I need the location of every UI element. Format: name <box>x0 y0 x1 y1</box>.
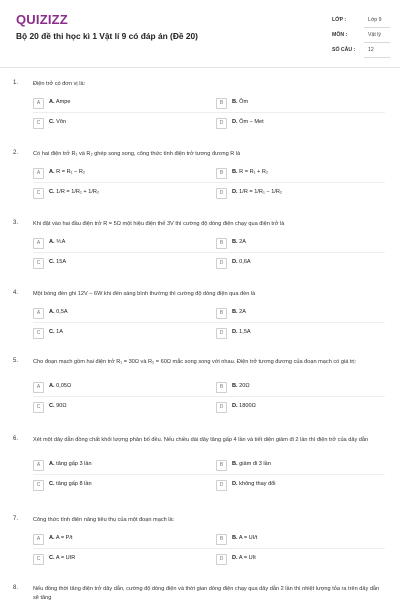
option-answer: 90Ω <box>56 403 67 409</box>
option-c[interactable] <box>33 118 205 129</box>
option-prefix: B. <box>232 309 238 315</box>
option-prefix: C. <box>49 189 55 195</box>
option-d[interactable] <box>216 402 388 413</box>
option-prefix: B. <box>232 535 238 541</box>
option-prefix: C. <box>49 119 55 125</box>
option-letter-box[interactable]: D <box>216 258 227 269</box>
option-letter-box[interactable]: C <box>33 328 44 339</box>
option-letter-box[interactable]: C <box>33 188 44 199</box>
option-letter-box[interactable]: A <box>33 534 44 545</box>
option-answer: A = P/t <box>55 535 73 541</box>
option-answer: tăng gấp 3 lần <box>56 461 92 467</box>
option-letter-box[interactable]: B <box>216 382 227 393</box>
option-b[interactable] <box>216 168 388 179</box>
option-prefix: A. <box>49 239 55 245</box>
option-letter-box[interactable]: D <box>216 188 227 199</box>
option-b[interactable] <box>216 534 388 545</box>
option-d[interactable] <box>216 480 388 491</box>
option-answer: không thay đổi <box>239 481 276 487</box>
header-divider <box>0 67 400 68</box>
option-letter-box[interactable]: A <box>33 238 44 249</box>
option-a[interactable] <box>33 460 205 471</box>
option-prefix: D. <box>232 259 238 265</box>
option-answer: 1/R = 1/R₁ − 1/R₂ <box>239 189 283 195</box>
option-answer: Ôm <box>239 99 249 105</box>
option-prefix: C. <box>49 481 55 487</box>
option-prefix: D. <box>232 189 238 195</box>
option-text <box>49 383 71 389</box>
option-text <box>49 119 66 125</box>
option-a[interactable] <box>33 98 205 109</box>
option-letter-box[interactable]: C <box>33 402 44 413</box>
meta-subject-value: Vật lý <box>368 32 381 38</box>
option-text <box>49 259 66 265</box>
option-a[interactable] <box>33 168 205 179</box>
option-letter-box[interactable]: A <box>33 382 44 393</box>
meta-count-value: 12 <box>368 47 374 53</box>
option-letter-box[interactable]: B <box>216 238 227 249</box>
option-text <box>232 535 257 541</box>
question-text: Điện trở có đơn vị là: <box>33 81 86 87</box>
option-text <box>232 329 251 335</box>
option-letter-box[interactable]: A <box>33 98 44 109</box>
option-answer: Ampe <box>55 99 71 105</box>
question-number: 3. <box>13 220 19 226</box>
option-prefix: A. <box>49 309 55 315</box>
option-answer: A = UIR <box>55 555 76 561</box>
option-letter-box[interactable]: A <box>33 168 44 179</box>
option-answer: Vôn <box>56 119 67 125</box>
option-text <box>232 461 271 467</box>
option-answer: 1,5A <box>239 329 251 335</box>
option-d[interactable] <box>216 328 388 339</box>
worksheet-title: Bộ 20 đề thi học kì 1 Vật lí 9 có đáp án (Đề 20) <box>16 31 198 41</box>
meta-grade <box>332 14 390 28</box>
question-number: 7. <box>13 516 19 522</box>
option-b[interactable] <box>216 238 388 249</box>
option-letter-box[interactable]: D <box>216 118 227 129</box>
option-b[interactable] <box>216 308 388 319</box>
option-d[interactable] <box>216 188 388 199</box>
option-answer: A = UI/t <box>238 535 258 541</box>
option-prefix: B. <box>232 99 238 105</box>
option-answer: 15A <box>56 259 67 265</box>
option-d[interactable] <box>216 258 388 269</box>
option-letter-box[interactable]: A <box>33 308 44 319</box>
option-answer: ⅗A <box>56 239 66 245</box>
question-number: 5. <box>13 358 19 364</box>
option-b[interactable] <box>216 98 388 109</box>
option-prefix: D. <box>232 481 238 487</box>
option-prefix: C. <box>49 403 55 409</box>
option-text <box>232 239 246 245</box>
option-text <box>49 99 70 105</box>
option-text <box>232 259 251 265</box>
option-letter-box[interactable]: C <box>33 480 44 491</box>
option-answer: 1/R = 1/R₁ + 1/R₂ <box>56 189 100 195</box>
option-text <box>49 329 63 335</box>
option-prefix: D. <box>232 119 238 125</box>
option-text <box>49 481 92 487</box>
option-c[interactable] <box>33 328 205 339</box>
option-text <box>232 309 246 315</box>
option-letter-box[interactable]: C <box>33 258 44 269</box>
option-letter-box[interactable]: B <box>216 168 227 179</box>
option-c[interactable] <box>33 554 205 565</box>
option-text <box>49 189 99 195</box>
question-text: Khi đặt vào hai đầu điện trở R = 5Ω một hiệu điện thế 3V thì cường độ dòng điện chạy qua điện trở là <box>33 221 285 227</box>
option-letter-box[interactable]: B <box>216 534 227 545</box>
meta-count-label: SỐ CÂU : <box>332 47 356 53</box>
option-row-divider <box>33 396 385 397</box>
meta-grade-label: LỚP : <box>332 17 347 23</box>
option-text <box>49 535 72 541</box>
option-c[interactable] <box>33 258 205 269</box>
question-number: 2. <box>13 150 19 156</box>
option-a[interactable] <box>33 534 205 545</box>
option-answer: tăng gấp 8 lần <box>56 481 92 487</box>
question-text: Công thức tính điện năng tiêu thụ của một đoạn mạch là: <box>33 517 175 523</box>
option-prefix: A. <box>49 535 55 541</box>
option-letter-box[interactable]: D <box>216 402 227 413</box>
option-prefix: B. <box>232 239 238 245</box>
option-letter-box[interactable]: B <box>216 460 227 471</box>
option-prefix: A. <box>49 383 55 389</box>
option-prefix: A. <box>49 461 55 467</box>
worksheet-header <box>0 0 400 68</box>
option-answer: 1A <box>56 329 63 335</box>
option-text <box>232 119 264 125</box>
option-answer: Ôm – Met <box>239 119 264 125</box>
meta-count <box>332 44 390 58</box>
option-text <box>49 403 67 409</box>
option-letter-box[interactable]: D <box>216 328 227 339</box>
question-text: Xét một dây dẫn đồng chất khối lượng phân bố đều. Nếu chiều dài dây tăng gấp 4 lần và tiết diện giảm đi 2 lần thì điện trở của dây dẫn <box>33 437 369 443</box>
option-row-divider <box>33 548 385 549</box>
question-text: Nếu đồng thời tăng điện trở dây dẫn, cường độ dòng điện và thời gian dòng điện chạy qua dây dẫn 2 lần thì nhiệt lượng tỏa ra trên dây dẫn sẽ tăng <box>33 586 380 601</box>
option-letter-box[interactable]: C <box>33 554 44 565</box>
meta-grade-value: Lớp 9 <box>368 17 382 23</box>
option-prefix: C. <box>49 259 55 265</box>
question-text: Một bóng đèn ghi 12V – 6W khi đèn sáng bình thường thì cường độ dòng điện qua đèn là <box>33 291 256 297</box>
option-text <box>232 169 268 175</box>
option-text <box>232 555 256 561</box>
question-text: Có hai điện trở R₁ và R₂ ghép song song, công thức tính điện trở tương đương R là <box>33 151 241 157</box>
option-prefix: C. <box>49 555 55 561</box>
option-a[interactable] <box>33 308 205 319</box>
option-c[interactable] <box>33 188 205 199</box>
option-prefix: A. <box>49 169 55 175</box>
option-letter-box[interactable]: D <box>216 480 227 491</box>
option-text <box>232 99 248 105</box>
question-number: 1. <box>13 80 19 86</box>
option-letter-box[interactable]: A <box>33 460 44 471</box>
option-row-divider <box>33 474 385 475</box>
option-row-divider <box>33 322 385 323</box>
option-row-divider <box>33 252 385 253</box>
option-answer: R = R₁ − R₂ <box>56 169 86 175</box>
option-prefix: C. <box>49 329 55 335</box>
option-prefix: B. <box>232 461 238 467</box>
option-answer: A = UIt <box>238 555 256 561</box>
option-c[interactable] <box>33 402 205 413</box>
option-text <box>49 239 65 245</box>
option-prefix: A. <box>49 99 55 105</box>
question-text: Cho đoạn mạch gồm hai điện trở R₁ = 30Ω và R₂ = 60Ω mắc song song với nhau. Điện trở tương đương của đoạn mạch có giá trị: <box>33 359 357 365</box>
option-answer: giảm đi 3 lần <box>239 461 271 467</box>
option-text <box>49 169 85 175</box>
option-prefix: B. <box>232 383 238 389</box>
meta-subject-label: MÔN : <box>332 32 348 38</box>
option-d[interactable] <box>216 554 388 565</box>
option-answer: 20Ω <box>239 383 250 389</box>
option-text <box>49 461 92 467</box>
quizizz-logo: QUIZIZZ <box>16 12 68 27</box>
option-text <box>232 189 282 195</box>
meta-subject <box>332 29 390 43</box>
option-a[interactable] <box>33 238 205 249</box>
option-prefix: D. <box>232 403 238 409</box>
option-letter-box[interactable]: B <box>216 308 227 319</box>
option-answer: 0,05Ω <box>56 383 72 389</box>
option-letter-box[interactable]: B <box>216 98 227 109</box>
option-answer: 0,6A <box>239 259 251 265</box>
option-row-divider <box>33 182 385 183</box>
option-text <box>232 481 276 487</box>
option-text <box>232 383 250 389</box>
option-prefix: D. <box>232 555 238 561</box>
option-b[interactable] <box>216 460 388 471</box>
option-text <box>49 309 68 315</box>
option-d[interactable] <box>216 118 388 129</box>
question-number: 8. <box>13 585 19 591</box>
option-row-divider <box>33 112 385 113</box>
option-c[interactable] <box>33 480 205 491</box>
question-number: 6. <box>13 436 19 442</box>
question-number: 4. <box>13 290 19 296</box>
option-answer: R = R₁ + R₂ <box>239 169 269 175</box>
option-prefix: D. <box>232 329 238 335</box>
option-prefix: B. <box>232 169 238 175</box>
option-text <box>232 403 256 409</box>
option-answer: 0,5A <box>56 309 68 315</box>
option-text <box>49 555 75 561</box>
option-b[interactable] <box>216 382 388 393</box>
option-letter-box[interactable]: C <box>33 118 44 129</box>
option-answer: 1800Ω <box>239 403 256 409</box>
option-letter-box[interactable]: D <box>216 554 227 565</box>
option-answer: 2A <box>239 239 246 245</box>
option-a[interactable] <box>33 382 205 393</box>
option-answer: 2A <box>239 309 246 315</box>
